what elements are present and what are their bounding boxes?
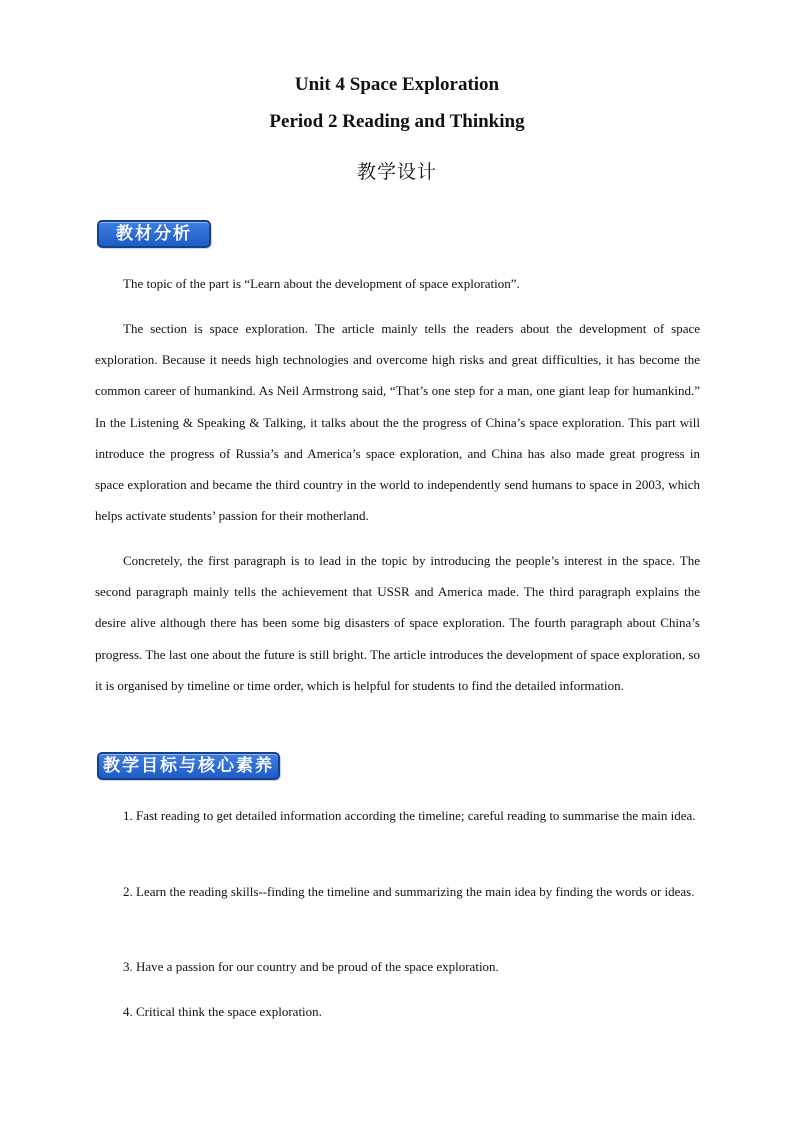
- objective-item-2: 2. Learn the reading skills--finding the timeline and summarizing the main idea by finding the words or ideas.: [123, 884, 695, 899]
- page-subtitle: Period 2 Reading and Thinking: [269, 111, 525, 132]
- objective-item-1: 1. Fast reading to get detailed information according the timeline; careful reading to summarise the main idea.: [123, 808, 696, 823]
- objective-item-3: 3. Have a passion for our country and be proud of the space exploration.: [123, 959, 499, 974]
- analysis-paragraph-section: The section is space exploration. The article mainly tells the readers about the development of space exploration. Because it needs high technologies and overcome high risks and great difficulties, it has become the common career of humankind. As Neil Armstrong said, “That’s one step for a man, one giant leap for humankind.” In the Listening & Speaking & Talking, it talks about the the progress of China’s space exploration. This part will introduce the progress of Russia’s and America’s space exploration, and China has also made great progress in space exploration and became the third country in the world to independently send humans to space in 2003, which helps activate students’ passion for their motherland.: [95, 321, 700, 524]
- analysis-paragraph-structure: Concretely, the first paragraph is to lead in the topic by introducing the people’s interest in the space. The second paragraph mainly tells the achievement that USSR and America made. The third paragraph explains the desire alive although there has been some big disasters of space exploration. The fourth paragraph about China’s progress. The last one about the future is still bright. The article introduces the development of space exploration, so it is organised by timeline or time order, which is helpful for students to find the detailed information.: [95, 553, 700, 693]
- section-badge-teaching-objectives: 教学目标与核心素养: [97, 752, 280, 780]
- page-title: Unit 4 Space Exploration: [294, 74, 500, 95]
- section-badge-textbook-analysis: 教材分析: [97, 220, 211, 248]
- objective-item-4: 4. Critical think the space exploration.: [123, 1004, 322, 1019]
- document-type-label: 教学设计: [356, 161, 437, 183]
- analysis-paragraph-topic: The topic of the part is “Learn about the development of space exploration”.: [123, 276, 520, 291]
